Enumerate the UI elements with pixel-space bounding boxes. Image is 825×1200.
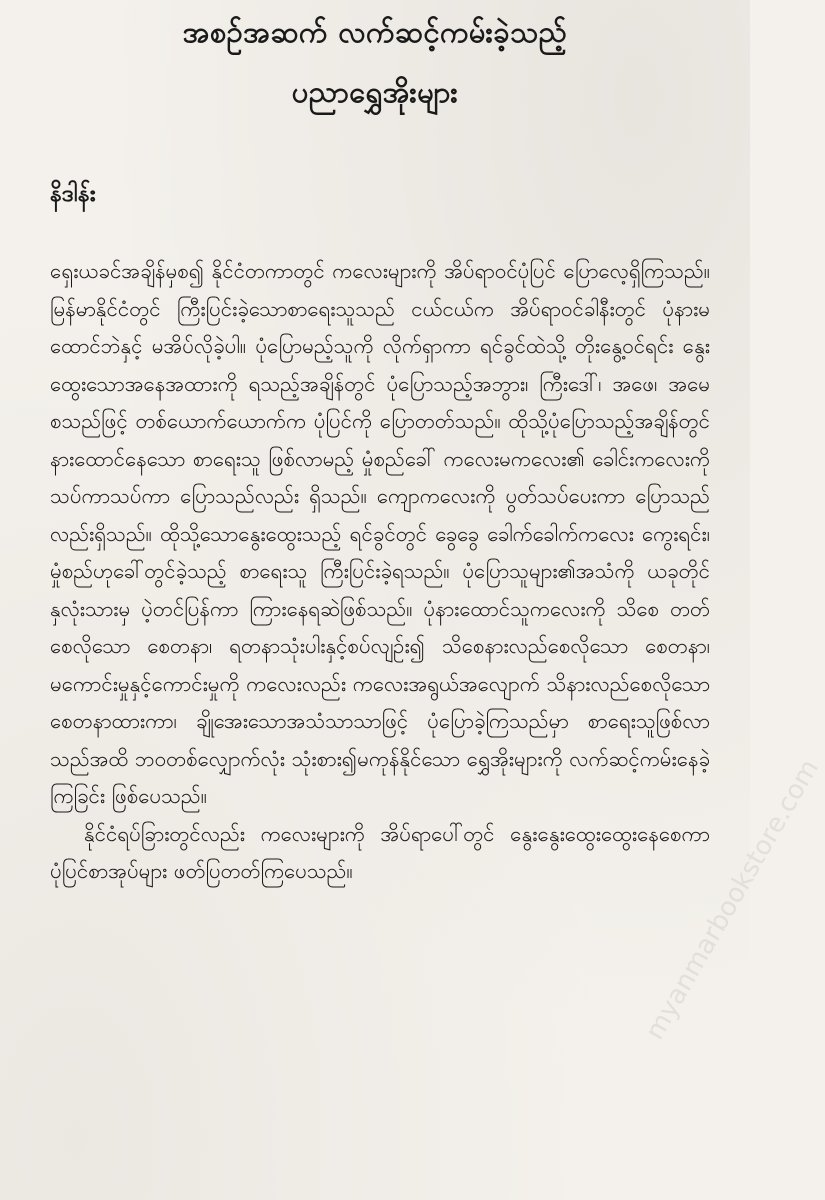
section-heading: နိဒါန်း (50, 181, 96, 207)
paragraph-2: နိုင်ငံရပ်ခြားတွင်လည်း ကလေးများကို အိပ်ရာပေါ်တွင် နွေးနွေးထွေးထွေးနေစေကာ ပုံပြင်စာအုပ်များ ဖတ်ပြတတ်ကြပေသည်။ (50, 821, 710, 883)
watermark: myanmarbookstore.com (640, 754, 825, 1045)
paragraph-1: ရှေးယခင်အချိန်မှစ၍ နိုင်ငံတကာတွင် ကလေးများကို အိပ်ရာဝင်ပုံပြင် ပြောလေ့ရှိကြသည်။ မြန်မာနိုင်ငံတွင် ကြီးပြင်းခဲ့သောစာရေးသူသည် ငယ်ငယ်က အိပ်ရာဝင်ခါနီးတွင် ပုံနားမထောင်ဘဲနှင့် မအိပ်လိုခဲ့ပါ။ ပုံပြောမည့်သူကို လိုက်ရှာကာ ရင်ခွင်ထဲသို့ တိုးနွေ့ဝင်ရင်း နွေးထွေးသောအနေအထားကို ရသည့်အချိန်တွင် ပုံပြောသည့်အဘွား၊ ကြီးဒေါ်၊ အဖေ၊ အမေစသည်ဖြင့် တစ်ယောက်ယောက်က ပုံပြင်ကို ပြောတတ်သည်။ ထိုသို့ပုံပြောသည့်အချိန်တွင် နားထောင်နေသော စာရေးသူ ဖြစ်လာမည့် မှုံစည်ခေါ် ကလေးမကလေး၏ ခေါင်းကလေးကို သပ်ကာသပ်ကာ ပြောသည်လည်း ရှိသည်။ ကျောကလေးကို ပွတ်သပ်ပေးကာ ပြောသည်လည်းရှိသည်။ ထိုသို့သောနွေးထွေးသည့် ရင်ခွင်တွင် ခွေခွေ ခေါက်ခေါက်ကလေး ကွေးရင်း၊ မှုံစည်ဟုခေါ်တွင်ခဲ့သည့် စာရေးသူ ကြီးပြင်းခဲ့ရသည်။ ပုံပြောသူများ၏အသံကို ယခုတိုင် နှလုံးသားမှ ပဲ့တင်ပြန်ကာ ကြားနေရဆဲဖြစ်သည်။ ပုံနားထောင်သူကလေးကို သိစေ တတ်စေလိုသော စေတနာ၊ ရတနာသုံးပါးနှင့်စပ်လျဉ်း၍ သိစေနားလည်စေလိုသော စေတနာ၊ မကောင်းမှုနှင့်ကောင်းမှုကို ကလေးလည်း ကလေးအရွယ်အလျောက် သိနားလည်စေလိုသော စေတနာထားကာ၊ ချိုအေးသောအသံသာသာဖြင့် ပုံပြောခဲ့ကြသည်မှာ စာရေးသူဖြစ်လာသည်အထိ ဘဝတစ်လျှောက်လုံး သုံးစား၍မကုန်နိုင်သော ရွှေအိုးများကို လက်ဆင့်ကမ်းနေခဲ့ကြခြင်း ဖြစ်ပေသည်။ (50, 259, 710, 808)
document-title-line-1: အစဉ်အဆက် လက်ဆင့်ကမ်းခဲ့သည့် (182, 15, 568, 49)
body-text (50, 253, 710, 891)
document-title-line-2: ပညာရွှေအိုးများ (291, 75, 459, 109)
